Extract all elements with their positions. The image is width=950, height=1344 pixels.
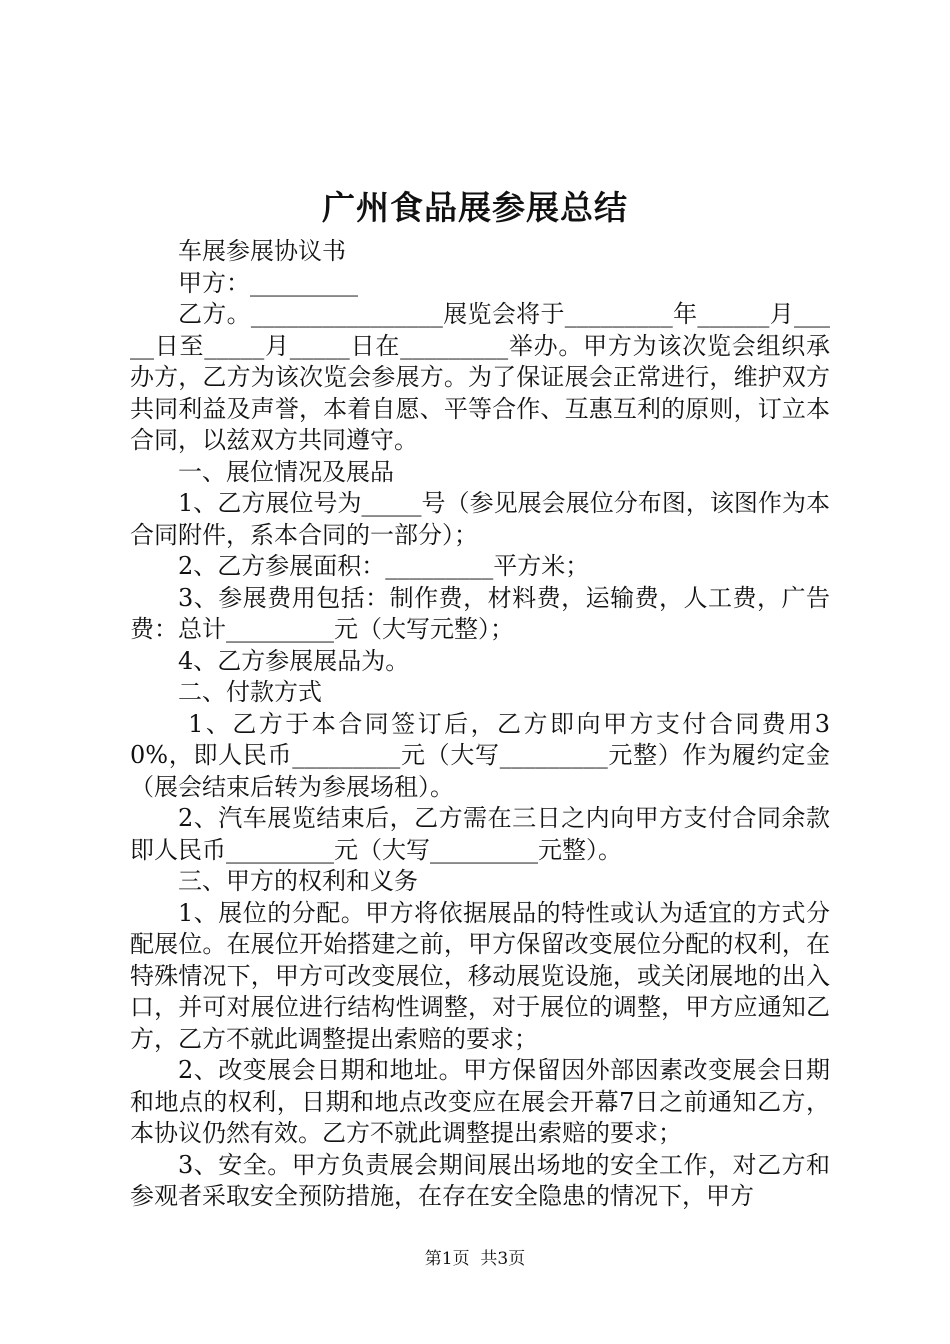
- paragraph: 2、汽车展览结束后，乙方需在三日之内向甲方支付合同余款即人民币_________元（大写_________元整）。: [130, 804, 830, 864]
- paragraph: 1、展位的分配。甲方将依据展品的特性或认为适宜的方式分配展位。在展位开始搭建之前，甲方保留改变展位分配的权利，在特殊情况下，甲方可改变展位，移动展览设施，或关闭展地的出入口，并可对展位进行结构性调整，对于展位的调整，甲方应通知乙方，乙方不就此调整提出索赔的要求；: [130, 898, 830, 1053]
- section-heading: 二、付款方式: [178, 678, 322, 706]
- paragraph: 2、改变展会日期和地址。甲方保留因外部因素改变展会日期和地点的权利，日期和地点改变应在展会开幕7日之前通知乙方，本协议仍然有效。乙方不就此调整提出索赔的要求；: [130, 1056, 830, 1147]
- paragraph: 3、安全。甲方负责展会期间展出场地的安全工作，对乙方和参观者采取安全预防措施，在存在安全隐患的情况下，甲方: [130, 1150, 830, 1210]
- section-heading: 一、展位情况及展品: [178, 457, 394, 486]
- paragraph: 乙方。________________展览会将于_________年______月_____日至_____月_____日在_________举办。甲方为该次览会组织承办方，乙方为该次览会参展方。为了保证展会正常进行，维护双方共同利益及声誉，本着自愿、平等合作、互惠互利的原则，订立本合同，以兹双方共同遵守。: [130, 300, 830, 454]
- section-heading: 三、甲方的权利和义务: [178, 867, 418, 895]
- paragraph: 2、乙方参展面积：_________平方米；: [178, 552, 590, 580]
- paragraph: 1、乙方展位号为_____号（参见展会展位分布图，该图作为本合同附件，系本合同的一部分）；: [130, 489, 830, 549]
- paragraph: 4、乙方参展展品为。: [178, 646, 410, 675]
- document-title: 广州食品展参展总结: [322, 188, 628, 227]
- paragraph: 3、参展费用包括：制作费，材料费，运输费，人工费，广告费：总计_________元（大写元整）；: [130, 583, 830, 643]
- page-footer: 第1页 共3页: [424, 1249, 526, 1269]
- paragraph: 1、乙方于本合同签订后，乙方即向甲方支付合同费用30%，即人民币_________元（大写_________元整）作为履约定金（展会结束后转为参展场租）。: [130, 709, 830, 801]
- paragraph: 车展参展协议书: [178, 237, 346, 265]
- paragraph: 甲方：_________: [178, 268, 358, 297]
- document-body: [130, 236, 830, 1213]
